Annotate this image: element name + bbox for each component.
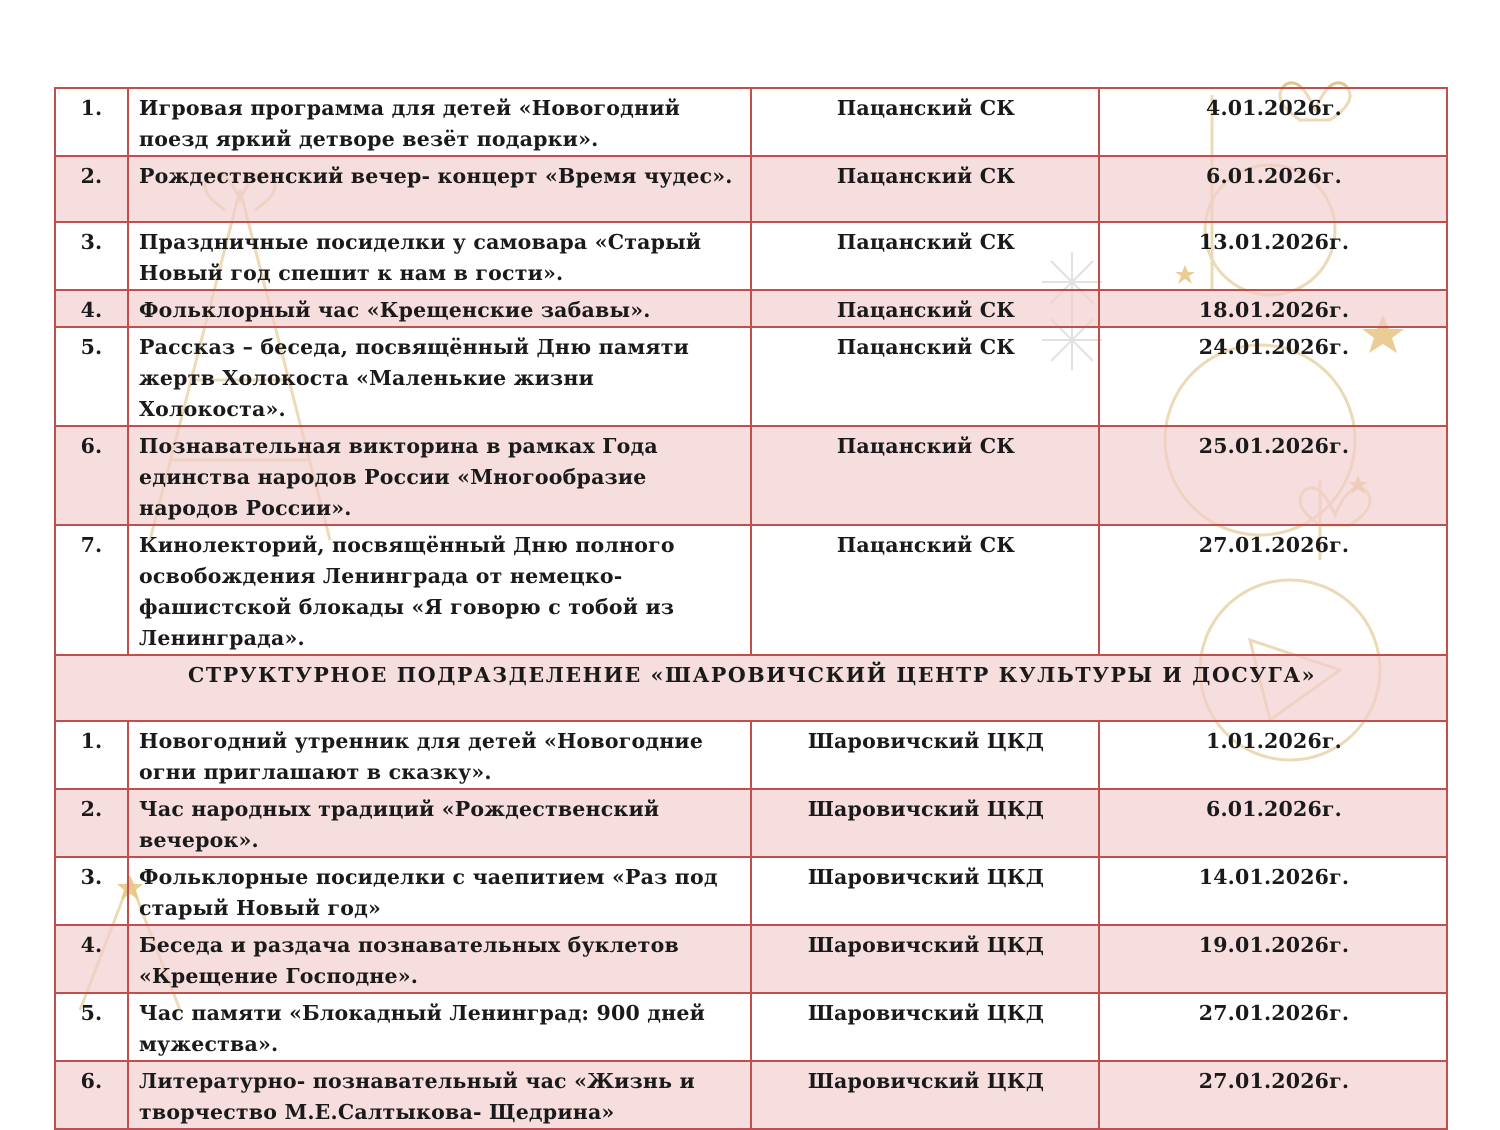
row-number: 1. — [55, 88, 128, 156]
event-date: 6.01.2026г. — [1099, 789, 1447, 857]
table-row — [55, 1061, 1447, 1129]
table-row — [55, 721, 1447, 789]
event-venue: Шаровичский ЦКД — [751, 993, 1099, 1061]
event-venue: Пацанский СК — [751, 156, 1099, 222]
event-venue: Шаровичский ЦКД — [751, 721, 1099, 789]
event-date: 6.01.2026г. — [1099, 156, 1447, 222]
row-number: 6. — [55, 1061, 128, 1129]
event-venue: Шаровичский ЦКД — [751, 1061, 1099, 1129]
table-row — [55, 789, 1447, 857]
event-date: 4.01.2026г. — [1099, 88, 1447, 156]
event-date: 1.01.2026г. — [1099, 721, 1447, 789]
event-title: Праздничные посиделки у самовара «Старый Новый год спешит к нам в гости». — [128, 222, 751, 290]
event-title: Час народных традиций «Рождественский вечерок». — [128, 789, 751, 857]
row-number: 4. — [55, 925, 128, 993]
event-title: Рождественский вечер- концерт «Время чудес». — [128, 156, 751, 222]
table-row — [55, 290, 1447, 327]
event-venue: Пацанский СК — [751, 88, 1099, 156]
event-venue: Шаровичский ЦКД — [751, 857, 1099, 925]
section-title: СТРУКТУРНОЕ ПОДРАЗДЕЛЕНИЕ «ШАРОВИЧСКИЙ ЦЕНТР КУЛЬТУРЫ И ДОСУГА» — [55, 655, 1447, 721]
event-venue: Пацанский СК — [751, 327, 1099, 426]
row-number: 3. — [55, 857, 128, 925]
table-row — [55, 857, 1447, 925]
table-row — [55, 156, 1447, 222]
event-schedule-table — [54, 87, 1448, 1130]
table-row — [55, 525, 1447, 655]
row-number: 5. — [55, 327, 128, 426]
event-title: Познавательная викторина в рамках Года единства народов России «Многообразие народов России». — [128, 426, 751, 525]
event-title: Рассказ – беседа, посвящённый Дню памяти жертв Холокоста «Маленькие жизни Холокоста». — [128, 327, 751, 426]
event-date: 24.01.2026г. — [1099, 327, 1447, 426]
row-number: 6. — [55, 426, 128, 525]
table-row — [55, 993, 1447, 1061]
table-row — [55, 222, 1447, 290]
event-date: 19.01.2026г. — [1099, 925, 1447, 993]
event-date: 27.01.2026г. — [1099, 993, 1447, 1061]
event-title: Фольклорные посиделки с чаепитием «Раз под старый Новый год» — [128, 857, 751, 925]
table-row — [55, 88, 1447, 156]
event-venue: Пацанский СК — [751, 290, 1099, 327]
table-row — [55, 925, 1447, 993]
section-heading-row — [55, 655, 1447, 721]
row-number: 2. — [55, 789, 128, 857]
event-date: 14.01.2026г. — [1099, 857, 1447, 925]
row-number: 5. — [55, 993, 128, 1061]
event-title: Новогодний утренник для детей «Новогодние огни приглашают в сказку». — [128, 721, 751, 789]
event-venue: Пацанский СК — [751, 222, 1099, 290]
event-date: 25.01.2026г. — [1099, 426, 1447, 525]
row-number: 2. — [55, 156, 128, 222]
event-title: Беседа и раздача познавательных буклетов «Крещение Господне». — [128, 925, 751, 993]
row-number: 4. — [55, 290, 128, 327]
row-number: 7. — [55, 525, 128, 655]
table-row — [55, 327, 1447, 426]
event-venue: Шаровичский ЦКД — [751, 789, 1099, 857]
row-number: 3. — [55, 222, 128, 290]
event-date: 27.01.2026г. — [1099, 525, 1447, 655]
event-title: Фольклорный час «Крещенские забавы». — [128, 290, 751, 327]
event-title: Игровая программа для детей «Новогодний поезд яркий детворе везёт подарки». — [128, 88, 751, 156]
event-title: Литературно- познавательный час «Жизнь и творчество М.Е.Салтыкова- Щедрина» — [128, 1061, 751, 1129]
row-number: 1. — [55, 721, 128, 789]
table-row — [55, 426, 1447, 525]
event-date: 18.01.2026г. — [1099, 290, 1447, 327]
event-title: Час памяти «Блокадный Ленинград: 900 дней мужества». — [128, 993, 751, 1061]
event-date: 13.01.2026г. — [1099, 222, 1447, 290]
event-venue: Пацанский СК — [751, 525, 1099, 655]
event-venue: Пацанский СК — [751, 426, 1099, 525]
event-date: 27.01.2026г. — [1099, 1061, 1447, 1129]
event-title: Кинолекторий, посвящённый Дню полного освобождения Ленинграда от немецко- фашистской блокады «Я говорю с тобой из Ленинграда». — [128, 525, 751, 655]
event-venue: Шаровичский ЦКД — [751, 925, 1099, 993]
